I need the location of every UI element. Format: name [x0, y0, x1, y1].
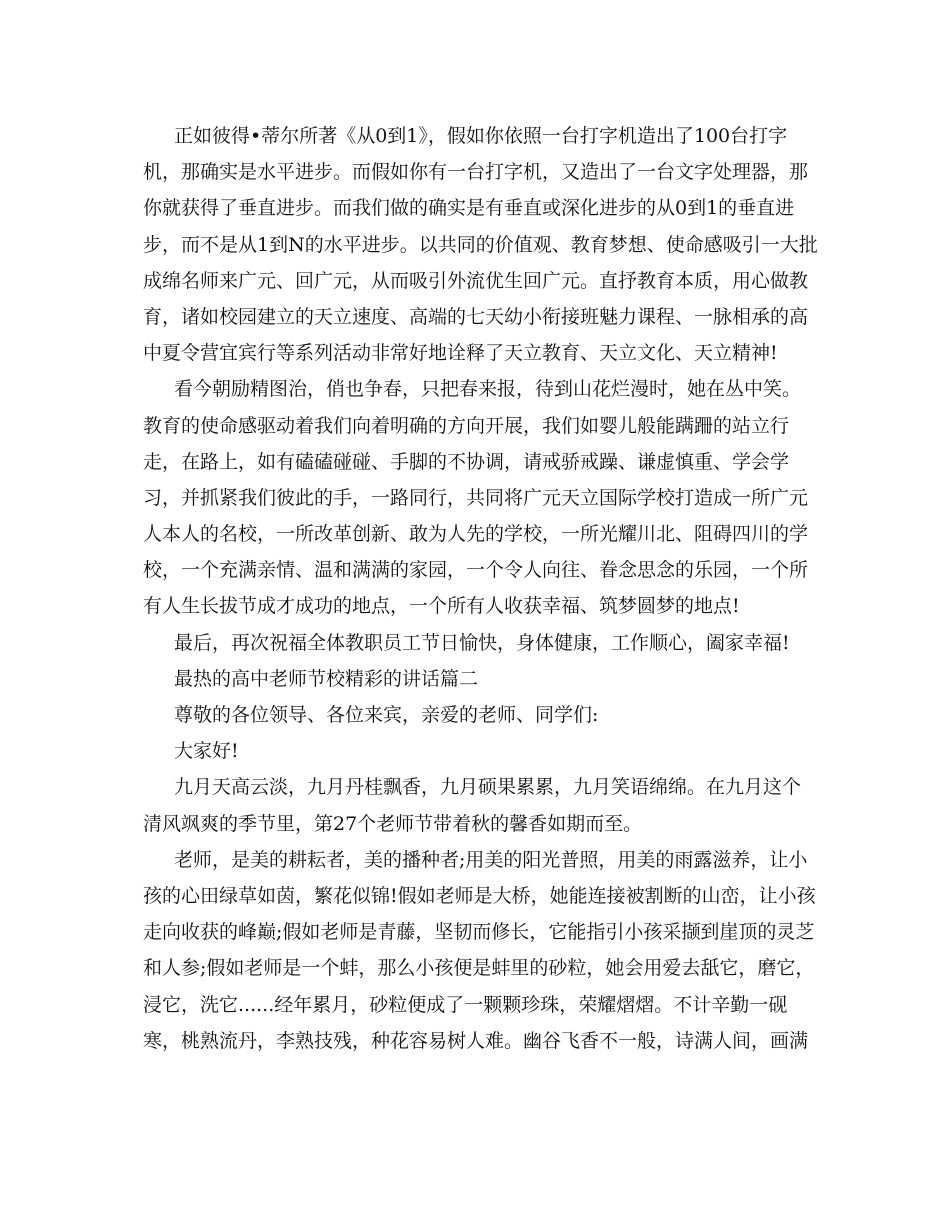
text-line: 校，一个充满亲情、温和满满的家园，一个令人向往、眷念思念的乐园，一个所: [143, 559, 809, 582]
text-line: 九月天高云淡，九月丹桂飘香，九月硕果累累，九月笑语绵绵。在九月这个: [174, 776, 802, 799]
text-line: 清风飒爽的季节里，第27个老师节带着秋的馨香如期而至。: [143, 812, 643, 835]
text-line: 成绵名师来广元、回广元，从而吸引外流优生回广元。直抒教育本质，用心做教: [143, 269, 809, 292]
text-line: 中夏令营宜宾行等系列活动非常好地诠释了天立教育、天立文化、天立精神!: [143, 342, 778, 365]
text-line: 最热的高中老师节校精彩的讲话篇二: [174, 667, 479, 690]
text-line: 正如彼得•蒂尔所著《从0到1》，假如你依照一台打字机造出了100台打字: [174, 125, 788, 147]
text-line: 浸它，洗它......经年累月，砂粒便成了一颗颗珍珠，荣耀熠熠。不计辛勤一砚: [143, 993, 788, 1016]
text-line: 你就获得了垂直进步。而我们做的确实是有垂直或深化进步的从0到1的垂直进: [143, 197, 795, 220]
text-line: 走，在路上，如有磕磕碰碰、手脚的不协调，请戒骄戒躁、谦虚慎重、学会学: [143, 450, 790, 473]
document-body: [143, 118, 818, 1059]
text-line: 最后，再次祝福全体教职员工节日愉快，身体健康，工作顺心，阖家幸福!: [174, 631, 790, 654]
text-line: 孩的心田绿草如茵，繁花似锦!假如老师是大桥，她能连接被割断的山峦，让小孩: [143, 884, 816, 907]
text-line: 走向收获的峰巅;假如老师是青藤，坚韧而修长，它能指引小孩采撷到崖顶的灵芝: [143, 921, 815, 944]
text-line: 尊敬的各位领导、各位来宾，亲爱的老师、同学们:: [174, 704, 599, 726]
text-line: 教育的使命感驱动着我们向着明确的方向开展，我们如婴儿般能蹒跚的站立行: [143, 414, 790, 437]
text-line: 大家好!: [174, 740, 239, 763]
text-line: 看今朝励精图治，俏也争春，只把春来报，待到山花烂漫时，她在丛中笑。: [174, 378, 802, 401]
text-line: 育，诸如校园建立的天立速度、高端的七天幼小衔接班魅力课程、一脉相承的高: [143, 305, 809, 328]
text-line: 有人生长拔节成才成功的地点，一个所有人收获幸福、筑梦圆梦的地点!: [143, 595, 740, 618]
text-line: 寒，桃熟流丹，李熟技残，种花容易树人难。幽谷飞香不一般，诗满人间，画满: [143, 1029, 809, 1052]
text-line: 机，那确实是水平进步。而假如你有一台打字机，又造出了一台文字处理器，那: [143, 161, 809, 184]
text-line: 和人参;假如老师是一个蚌，那么小孩便是蚌里的砂粒，她会用爱去舐它，磨它，: [143, 957, 815, 980]
text-line: 老师，是美的耕耘者，美的播种者;用美的阳光普照，用美的雨露滋养，让小: [174, 848, 808, 871]
text-line: 步，而不是从1到N的水平进步。以共同的价值观、教育梦想、使命感吸引一大批: [143, 233, 818, 256]
text-line: 人本人的名校，一所改革创新、敢为人先的学校，一所光耀川北、阻碍四川的学: [143, 523, 809, 546]
text-line: 习，并抓紧我们彼此的手，一路同行，共同将广元天立国际学校打造成一所广元: [143, 486, 809, 509]
